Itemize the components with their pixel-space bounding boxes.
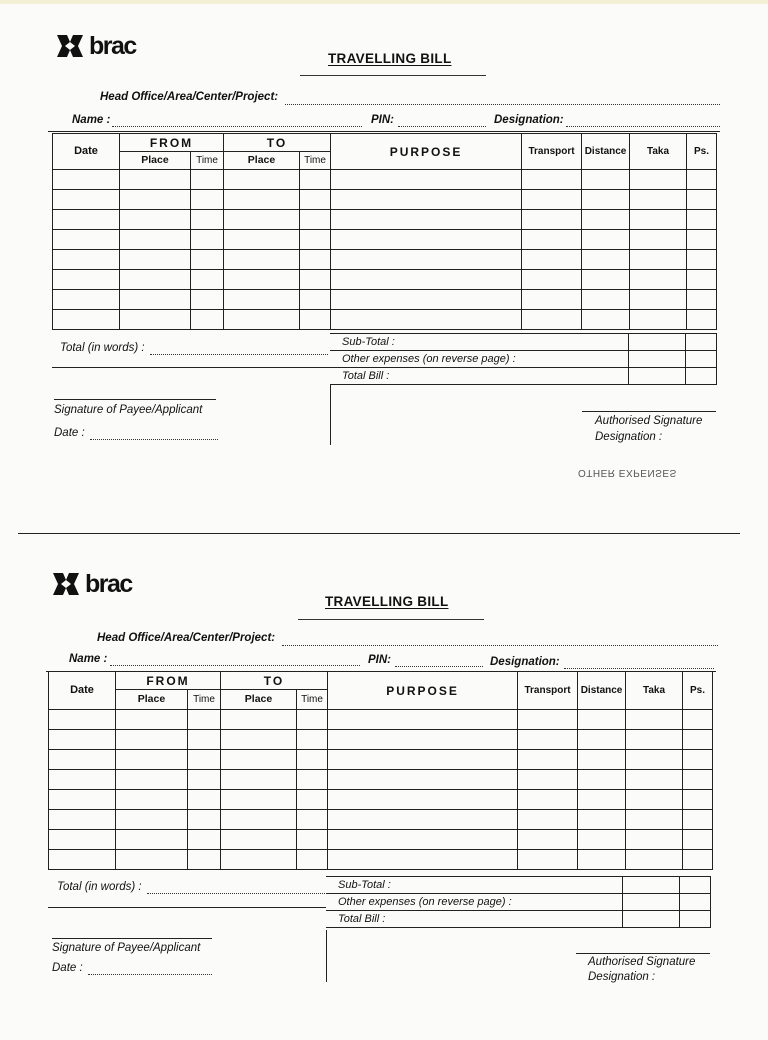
signature-divider [326,930,327,982]
table-cell[interactable] [300,270,331,290]
to-place-header: Place [224,152,300,170]
sub-total-ps[interactable] [679,877,710,894]
table-row [49,850,713,870]
transport-header: Transport [518,672,578,710]
table-cell[interactable] [578,850,626,870]
form-title: TRAVELLING BILL [328,51,452,66]
table-cell[interactable] [221,810,297,830]
table-cell[interactable] [120,270,191,290]
payee-signature-label: Signature of Payee/Applicant [52,942,201,954]
table-cell[interactable] [578,750,626,770]
expense-table [48,671,713,870]
table-cell[interactable] [687,190,717,210]
table-cell[interactable] [120,210,191,230]
total-bill-taka[interactable] [622,911,679,928]
total-words-rule [48,907,326,908]
table-cell[interactable] [116,750,188,770]
pin-field[interactable] [395,666,483,667]
name-label: Name : [72,114,111,126]
table-cell[interactable] [522,310,582,330]
table-cell[interactable] [578,790,626,810]
sub-total-taka[interactable] [622,877,679,894]
table-cell[interactable] [191,210,224,230]
table-cell[interactable] [331,170,522,190]
table-cell[interactable] [297,850,328,870]
signature-divider [330,385,331,445]
table-cell[interactable] [582,210,630,230]
distance-header: Distance [578,672,626,710]
table-cell[interactable] [116,830,188,850]
total-bill-ps[interactable] [679,911,710,928]
expense-rows [49,710,713,870]
table-cell[interactable] [522,210,582,230]
table-cell[interactable] [300,170,331,190]
authorised-signature-line [576,953,710,954]
expense-rows [53,170,717,330]
table-cell[interactable] [300,230,331,250]
table-cell[interactable] [630,290,687,310]
table-cell[interactable] [120,290,191,310]
table-cell[interactable] [522,250,582,270]
total-bill-ps[interactable] [685,368,716,385]
payee-signature-line [54,399,216,400]
table-cell[interactable] [522,190,582,210]
table-cell[interactable] [297,770,328,790]
table-cell[interactable] [687,170,717,190]
table-cell[interactable] [522,290,582,310]
travelling-bill-form-2 [0,540,768,1040]
table-cell[interactable] [582,250,630,270]
table-cell[interactable] [191,250,224,270]
table-cell[interactable] [224,170,300,190]
name-field[interactable] [112,126,362,127]
table-cell[interactable] [224,190,300,210]
office-label: Head Office/Area/Center/Project: [100,91,279,103]
total-in-words-field[interactable] [150,354,328,355]
table-cell[interactable] [224,290,300,310]
table-cell[interactable] [578,710,626,730]
table-cell[interactable] [53,210,120,230]
to-time-header: Time [297,690,328,710]
table-cell[interactable] [224,230,300,250]
table-cell[interactable] [191,230,224,250]
table-cell[interactable] [683,770,713,790]
table-row [49,710,713,730]
header-rule [48,131,720,132]
table-cell[interactable] [328,710,518,730]
office-field[interactable] [285,104,720,105]
table-cell[interactable] [297,790,328,810]
table-cell[interactable] [626,750,683,770]
authorised-designation-label: Designation : [588,971,656,983]
table-cell[interactable] [626,710,683,730]
table-cell[interactable] [188,810,221,830]
table-cell[interactable] [683,750,713,770]
to-time-header: Time [300,152,331,170]
table-cell[interactable] [221,850,297,870]
table-cell[interactable] [522,170,582,190]
date-field[interactable] [88,974,212,975]
form-title: TRAVELLING BILL [325,594,449,609]
table-cell[interactable] [518,830,578,850]
table-cell[interactable] [630,310,687,330]
table-row [49,770,713,790]
table-row [53,230,717,250]
table-cell[interactable] [297,750,328,770]
table-cell[interactable] [626,790,683,810]
table-cell[interactable] [630,170,687,190]
table-cell[interactable] [53,290,120,310]
table-cell[interactable] [221,730,297,750]
table-cell[interactable] [191,170,224,190]
table-cell[interactable] [630,190,687,210]
reverse-bleed-text: OTHER EXPENSES [578,467,677,478]
brac-logo-icon [55,32,85,60]
to-place-header: Place [221,690,297,710]
table-cell[interactable] [328,830,518,850]
table-cell[interactable] [626,850,683,870]
ps-header: Ps. [683,672,713,710]
pin-label: PIN: [371,114,394,126]
date-field[interactable] [90,439,218,440]
total-bill-label: Total Bill : [330,368,628,385]
table-cell[interactable] [522,230,582,250]
table-cell[interactable] [53,310,120,330]
table-row [53,170,717,190]
table-cell[interactable] [328,810,518,830]
table-cell[interactable] [630,270,687,290]
designation-field[interactable] [566,126,720,127]
table-row [53,270,717,290]
table-cell[interactable] [300,290,331,310]
table-cell[interactable] [687,250,717,270]
designation-label: Designation: [490,656,560,668]
table-cell[interactable] [328,770,518,790]
from-time-header: Time [191,152,224,170]
table-cell[interactable] [116,730,188,750]
table-cell[interactable] [116,850,188,870]
table-cell[interactable] [188,830,221,850]
other-expenses-ps[interactable] [685,351,716,368]
table-cell[interactable] [49,750,116,770]
table-cell[interactable] [120,250,191,270]
table-cell[interactable] [221,750,297,770]
brand-name: brac [85,569,132,598]
table-cell[interactable] [331,250,522,270]
purpose-header: PURPOSE [331,134,522,170]
table-cell[interactable] [328,750,518,770]
taka-header: Taka [626,672,683,710]
table-cell[interactable] [683,790,713,810]
table-cell[interactable] [582,190,630,210]
table-cell[interactable] [297,830,328,850]
page-divider [18,533,740,534]
table-cell[interactable] [518,850,578,870]
table-cell[interactable] [116,790,188,810]
total-words-rule [52,367,330,368]
table-cell[interactable] [331,270,522,290]
from-time-header: Time [188,690,221,710]
table-cell[interactable] [626,810,683,830]
table-row [53,210,717,230]
table-cell[interactable] [120,190,191,210]
expense-table [52,133,717,330]
table-row [49,810,713,830]
table-row [49,730,713,750]
totals-table [326,876,711,928]
table-cell[interactable] [49,830,116,850]
table-cell[interactable] [300,190,331,210]
table-cell[interactable] [683,730,713,750]
table-cell[interactable] [582,270,630,290]
table-row [53,250,717,270]
table-cell[interactable] [630,250,687,270]
table-cell[interactable] [331,210,522,230]
total-bill-label: Total Bill : [326,911,622,928]
brand-name: brac [89,31,136,60]
pin-field[interactable] [398,126,486,127]
table-cell[interactable] [221,790,297,810]
table-cell[interactable] [578,770,626,790]
table-cell[interactable] [224,270,300,290]
table-cell[interactable] [328,850,518,870]
table-cell[interactable] [224,310,300,330]
table-cell[interactable] [224,210,300,230]
table-cell[interactable] [297,810,328,830]
from-header: FROM [120,134,224,152]
brac-logo [51,570,132,598]
table-cell[interactable] [49,790,116,810]
brac-logo-icon [51,570,81,598]
table-cell[interactable] [191,290,224,310]
table-cell[interactable] [53,190,120,210]
table-cell[interactable] [188,710,221,730]
table-cell[interactable] [188,770,221,790]
table-cell[interactable] [687,290,717,310]
table-cell[interactable] [630,210,687,230]
table-cell[interactable] [626,770,683,790]
table-cell[interactable] [578,810,626,830]
table-row [49,830,713,850]
authorised-signature-label: Authorised Signature [588,956,696,968]
sub-total-label: Sub-Total : [330,334,628,351]
table-cell[interactable] [188,790,221,810]
title-rule [298,619,484,620]
table-cell[interactable] [49,730,116,750]
table-cell[interactable] [53,230,120,250]
travelling-bill-form-1 [0,0,768,500]
table-cell[interactable] [683,830,713,850]
authorised-signature-label: Authorised Signature [595,415,703,427]
pin-label: PIN: [368,654,391,666]
table-cell[interactable] [582,230,630,250]
sub-total-taka[interactable] [628,334,685,351]
table-cell[interactable] [687,310,717,330]
table-row [53,310,717,330]
table-cell[interactable] [683,710,713,730]
table-cell[interactable] [630,230,687,250]
table-cell[interactable] [300,310,331,330]
table-cell[interactable] [518,750,578,770]
name-field[interactable] [110,665,360,666]
other-expenses-taka[interactable] [622,894,679,911]
other-expenses-label: Other expenses (on reverse page) : [330,351,628,368]
date-header: Date [49,672,116,710]
ps-header: Ps. [687,134,717,170]
office-field[interactable] [282,645,718,646]
table-cell[interactable] [191,310,224,330]
distance-header: Distance [582,134,630,170]
table-cell[interactable] [49,710,116,730]
table-cell[interactable] [331,230,522,250]
table-cell[interactable] [687,230,717,250]
table-cell[interactable] [518,790,578,810]
table-cell[interactable] [522,270,582,290]
date-label: Date : [54,427,85,439]
table-cell[interactable] [331,310,522,330]
office-label: Head Office/Area/Center/Project: [97,632,276,644]
table-cell[interactable] [626,830,683,850]
table-cell[interactable] [582,170,630,190]
table-cell[interactable] [191,270,224,290]
table-cell[interactable] [221,710,297,730]
table-cell[interactable] [300,250,331,270]
table-cell[interactable] [626,730,683,750]
table-cell[interactable] [49,810,116,830]
table-cell[interactable] [116,710,188,730]
table-cell[interactable] [116,810,188,830]
from-place-header: Place [120,152,191,170]
date-header: Date [53,134,120,170]
table-cell[interactable] [328,790,518,810]
table-cell[interactable] [120,310,191,330]
other-expenses-taka[interactable] [628,351,685,368]
table-cell[interactable] [191,190,224,210]
table-cell[interactable] [578,830,626,850]
table-cell[interactable] [518,810,578,830]
table-cell[interactable] [120,170,191,190]
from-place-header: Place [116,690,188,710]
table-cell[interactable] [188,850,221,870]
total-bill-taka[interactable] [628,368,685,385]
other-expenses-ps[interactable] [679,894,710,911]
table-cell[interactable] [518,710,578,730]
transport-header: Transport [522,134,582,170]
date-label: Date : [52,962,83,974]
title-rule [300,75,486,76]
table-cell[interactable] [221,770,297,790]
table-cell[interactable] [53,270,120,290]
table-cell[interactable] [49,850,116,870]
table-cell[interactable] [300,210,331,230]
designation-label: Designation: [494,114,564,126]
brac-logo [55,32,136,60]
table-cell[interactable] [49,770,116,790]
sub-total-ps[interactable] [685,334,716,351]
sub-total-label: Sub-Total : [326,877,622,894]
to-header: TO [224,134,331,152]
total-in-words-label: Total (in words) : [60,342,145,354]
designation-field[interactable] [564,668,714,669]
table-row [49,790,713,810]
taka-header: Taka [630,134,687,170]
table-cell[interactable] [53,250,120,270]
name-label: Name : [69,653,108,665]
total-in-words-field[interactable] [147,893,325,894]
table-cell[interactable] [328,730,518,750]
table-cell[interactable] [331,190,522,210]
purpose-header: PURPOSE [328,672,518,710]
authorised-signature-line [582,411,716,412]
table-cell[interactable] [297,730,328,750]
table-row [49,750,713,770]
payee-signature-label: Signature of Payee/Applicant [54,404,203,416]
table-row [53,190,717,210]
table-cell[interactable] [578,730,626,750]
total-in-words-label: Total (in words) : [57,881,142,893]
other-expenses-label: Other expenses (on reverse page) : [326,894,622,911]
table-cell[interactable] [224,250,300,270]
table-row [53,290,717,310]
table-cell[interactable] [683,810,713,830]
table-cell[interactable] [683,850,713,870]
authorised-designation-label: Designation : [595,431,663,443]
table-cell[interactable] [221,830,297,850]
table-cell[interactable] [188,730,221,750]
table-cell[interactable] [582,290,630,310]
table-cell[interactable] [297,710,328,730]
table-cell[interactable] [518,730,578,750]
table-cell[interactable] [53,170,120,190]
table-cell[interactable] [116,770,188,790]
table-cell[interactable] [331,290,522,310]
from-header: FROM [116,672,221,690]
table-cell[interactable] [687,210,717,230]
totals-table [330,333,717,385]
to-header: TO [221,672,328,690]
table-cell[interactable] [582,310,630,330]
table-cell[interactable] [687,270,717,290]
table-cell[interactable] [120,230,191,250]
payee-signature-line [52,938,212,939]
table-cell[interactable] [188,750,221,770]
table-cell[interactable] [518,770,578,790]
